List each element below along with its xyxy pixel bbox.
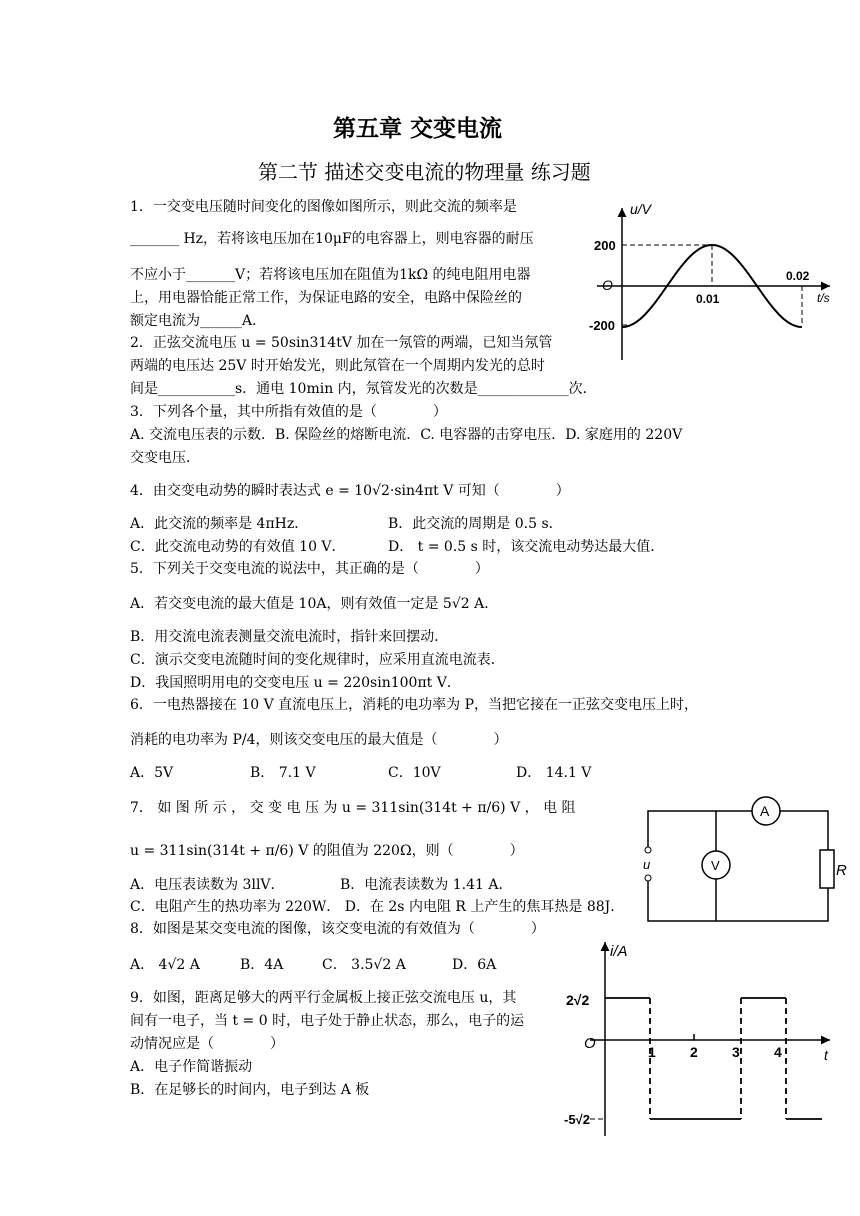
text-line: B．此交流的周期是 0.5 s． xyxy=(388,516,563,532)
x-axis-label: t xyxy=(824,1047,828,1063)
text-line: B． 7.1 V xyxy=(250,765,316,781)
x-mid-label: 0.01 xyxy=(696,292,720,306)
text-line: D．我国照明用电的交变电压 u = 220sin100πt V． xyxy=(130,675,461,691)
text-line: 上，用电器恰能正常工作，为保证电路的安全，电路中保险丝的 xyxy=(130,290,522,306)
text-line: 9．如图，距离足够大的两平行金属板上接正弦交流电压 u，其 xyxy=(130,990,517,1006)
text-line: _______ Hz，若将该电压加在10μF的电容器上，则电容器的耐压 xyxy=(130,231,534,247)
text-line: 1．一交变电压随时间变化的图像如图所示，则此交流的频率是 xyxy=(130,199,517,215)
text-line: 动情况应是（ ） xyxy=(130,1036,284,1052)
text-line: D． t = 0.5 s 时，该交流电动势达最大值． xyxy=(388,539,665,555)
current-wave-dashed xyxy=(650,998,786,1119)
y-top-label: 2√2 xyxy=(566,992,590,1008)
text-line: C．演示交变电流随时间的变化规律时，应采用直流电流表． xyxy=(130,652,505,668)
text-line: 不应小于_______V；若将该电压加在阻值为1kΩ 的纯电阻用电器 xyxy=(130,267,531,283)
text-line: 5．下列关于交变电流的说法中，其正确的是（ ） xyxy=(130,561,489,577)
tick-4: 4 xyxy=(774,1044,782,1060)
text-line: B．电流表读数为 1.41 A． xyxy=(340,877,513,893)
text-line: A．电压表读数为 3llV． xyxy=(130,877,285,893)
text-line: 交变电压． xyxy=(130,450,200,466)
page-title: 第五章 交变电流 xyxy=(333,116,503,142)
origin-label: O xyxy=(602,277,613,293)
figure-current-graph xyxy=(560,936,840,1136)
text-line: B．4A xyxy=(240,957,284,973)
text-line: B．用交流电流表测量交流电流时，指针来回摆动． xyxy=(130,629,449,645)
text-line: 4．由交变电动势的瞬时表达式 e = 10√2·sin4πt V 可知（ ） xyxy=(130,483,570,499)
text-line: 6．一电热器接在 10 V 直流电压上，消耗的电功率为 P，当把它接在一正弦交变电压上时， xyxy=(130,697,699,713)
x-end-label: 0.02 xyxy=(786,269,810,283)
voltmeter-label: V xyxy=(711,858,720,873)
text-line: u = 311sin(314t + π/6) V 的阻值为 220Ω，则（ ） xyxy=(130,843,524,859)
text-line: 2．正弦交流电压 u = 50sin314tV 加在一氖管的两端，已知当氖管 xyxy=(130,335,553,351)
text-line: B．在足够长的时间内，电子到达 A 板 xyxy=(130,1082,370,1098)
text-line: C．10V xyxy=(388,765,441,781)
y-top-label: 200 xyxy=(594,238,616,253)
text-line: 额定电流为______A． xyxy=(130,313,267,329)
text-line: C．此交流电动势的有效值 10 V． xyxy=(130,539,346,555)
tick-3: 3 xyxy=(732,1044,740,1060)
text-line: A．电子作简谐振动 xyxy=(130,1059,253,1075)
text-line: 8．如图是某交变电流的图像，该交变电流的有效值为（ ） xyxy=(130,921,545,937)
resistor-label: R xyxy=(836,862,847,879)
origin-label: O xyxy=(584,1035,596,1052)
text-line: D． 14.1 V xyxy=(516,765,592,781)
resistor xyxy=(820,850,834,888)
figure-circuit xyxy=(640,795,855,925)
y-bottom-label: -5√2 xyxy=(564,1112,590,1127)
y-axis-label: i/A xyxy=(610,943,628,960)
text-line: D．6A xyxy=(452,957,497,973)
text-line: 两端的电压达 25V 时开始发光，则此氖管在一个周期内发光的总时 xyxy=(130,358,545,374)
text-line: A．若交变电流的最大值是 10A，则有效值一定是 5√2 A． xyxy=(130,596,499,612)
text-line: A． 4√2 A xyxy=(130,957,200,973)
text-line: 间有一电子，当 t = 0 时，电子处于静止状态，那么，电子的运 xyxy=(130,1013,525,1029)
x-axis-label: t/s xyxy=(817,291,830,305)
current-wave-solid xyxy=(605,998,822,1119)
text-line: C． 3.5√2 A xyxy=(322,957,406,973)
text-line: 消耗的电功率为 P/4，则该交变电压的最大值是（ ） xyxy=(130,732,508,748)
text-line: A．5V xyxy=(130,765,174,781)
y-axis-label: u/V xyxy=(630,201,652,217)
tick-2: 2 xyxy=(690,1044,698,1060)
text-line: A．此交流的频率是 4πHz． xyxy=(130,516,309,532)
text-line: A. 交流电压表的示数．B. 保险丝的熔断电流．C. 电容器的击穿电压．D. 家庭用的 220V xyxy=(130,427,683,443)
source-label: u xyxy=(643,857,651,872)
text-line: 7． 如 图 所 示 ， 交 变 电 压 为 u = 311sin(314t + π/6) V ， 电 阻 xyxy=(130,800,576,816)
text-line: C．电阻产生的热功率为 220W． D．在 2s 内电阻 R 上产生的焦耳热是 88J． xyxy=(130,899,625,915)
text-line: 间是___________s．通电 10min 内，氖管发光的次数是_____________次． xyxy=(130,381,597,397)
text-line: 3．下列各个量，其中所指有效值的是（ ） xyxy=(130,404,447,420)
ammeter-label: A xyxy=(760,803,770,819)
tick-1: 1 xyxy=(648,1044,656,1060)
figure-voltage-graph xyxy=(589,200,832,360)
y-bottom-label: -200 xyxy=(589,318,616,333)
page-subtitle: 第二节 描述交变电流的物理量 练习题 xyxy=(258,160,591,184)
